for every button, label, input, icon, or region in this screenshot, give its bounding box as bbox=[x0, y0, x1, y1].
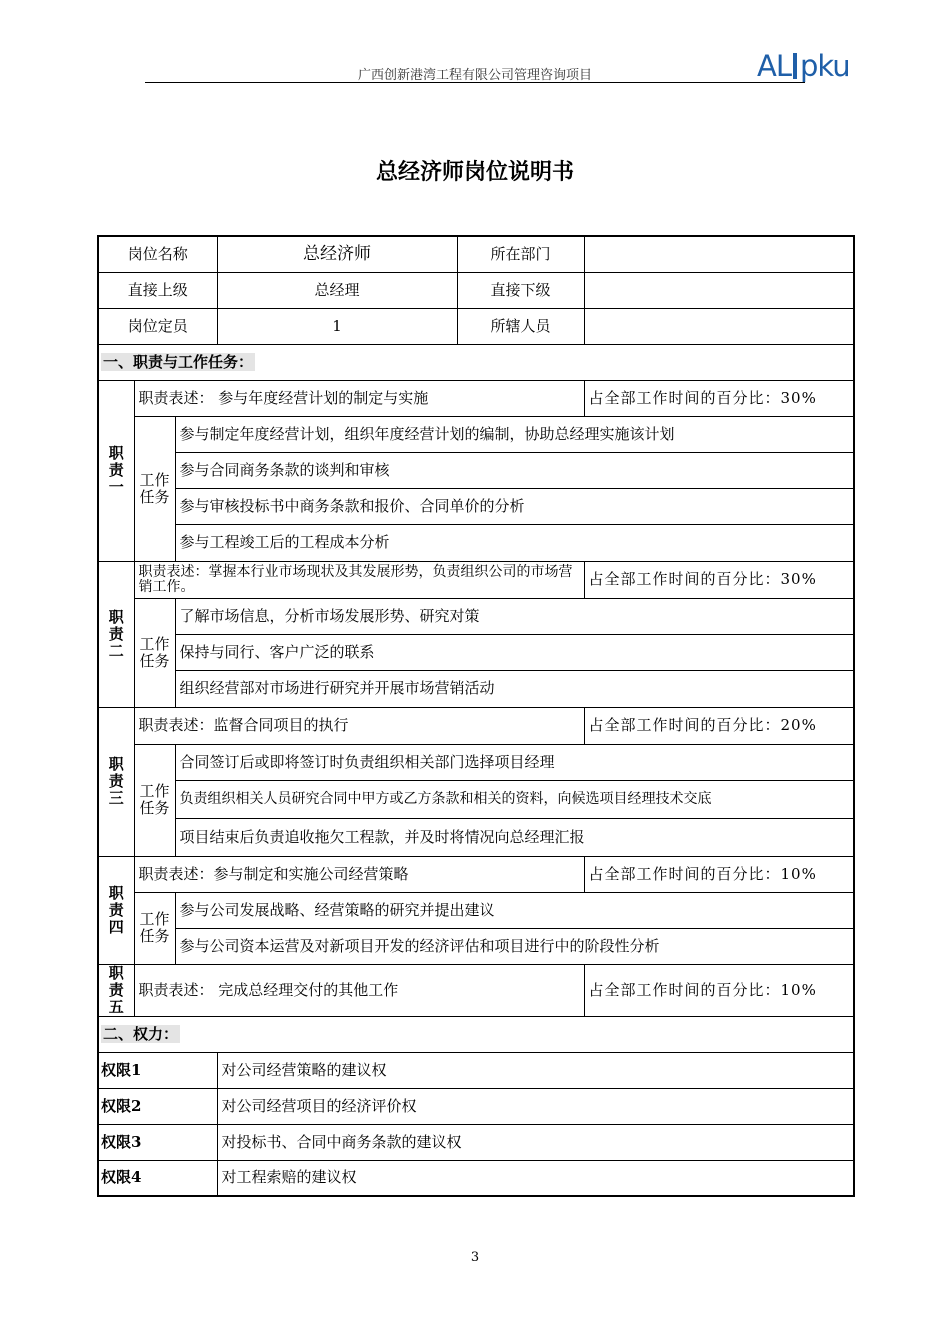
duty-row bbox=[98, 964, 854, 1016]
task-row bbox=[98, 780, 854, 818]
authority-row bbox=[98, 1124, 854, 1160]
duty-row bbox=[98, 707, 854, 744]
task-row bbox=[98, 524, 854, 561]
duty-percentage: 占全部工作时间的百分比：10% bbox=[584, 964, 854, 1016]
task-row bbox=[98, 634, 854, 670]
subordinate-label: 直接下级 bbox=[457, 272, 584, 308]
task-row bbox=[98, 488, 854, 524]
quota-label: 岗位定员 bbox=[98, 308, 217, 344]
duty-label: 职责一 bbox=[98, 380, 134, 561]
duty-description: 职责表述： 参与年度经营计划的制定与实施 bbox=[134, 380, 584, 416]
authority-row bbox=[98, 1088, 854, 1124]
page-title: 总经济师岗位说明书 bbox=[375, 160, 574, 185]
info-row bbox=[98, 272, 854, 308]
task-item: 参与合同商务条款的谈判和审核 bbox=[175, 452, 854, 488]
dept-value bbox=[584, 236, 854, 272]
section-row bbox=[98, 344, 854, 380]
authority-row bbox=[98, 1160, 854, 1196]
task-row bbox=[98, 892, 854, 928]
task-label: 工作任务 bbox=[134, 598, 175, 707]
authority-text: 对公司经营项目的经济评价权 bbox=[217, 1088, 854, 1124]
page-number: 3 bbox=[470, 1250, 480, 1265]
task-row bbox=[98, 670, 854, 707]
quota-value: 1 bbox=[217, 308, 457, 344]
task-item: 参与公司资本运营及对新项目开发的经济评估和项目进行中的阶段性分析 bbox=[175, 928, 854, 964]
job-description-table bbox=[97, 235, 855, 1197]
dept-label: 所在部门 bbox=[457, 236, 584, 272]
task-item: 保持与同行、客户广泛的联系 bbox=[175, 634, 854, 670]
task-label: 工作任务 bbox=[134, 416, 175, 561]
company-logo: AL pku bbox=[757, 49, 850, 83]
section-row bbox=[98, 1016, 854, 1052]
post-name-value: 总经济师 bbox=[217, 236, 457, 272]
authority-label: 权限2 bbox=[98, 1088, 217, 1124]
duty-description: 职责表述：监督合同项目的执行 bbox=[134, 707, 584, 744]
duty-percentage: 占全部工作时间的百分比：10% bbox=[584, 856, 854, 892]
duty-row bbox=[98, 561, 854, 598]
duty-percentage: 占全部工作时间的百分比：30% bbox=[584, 561, 854, 598]
header-divider bbox=[145, 82, 805, 83]
section-authority-heading: 二、权力： bbox=[98, 1016, 854, 1052]
task-item: 了解市场信息，分析市场发展形势、研究对策 bbox=[175, 598, 854, 634]
authority-label: 权限1 bbox=[98, 1052, 217, 1088]
duty-percentage: 占全部工作时间的百分比：30% bbox=[584, 380, 854, 416]
authority-text: 对公司经营策略的建议权 bbox=[217, 1052, 854, 1088]
task-row bbox=[98, 744, 854, 780]
task-row bbox=[98, 416, 854, 452]
staff-value bbox=[584, 308, 854, 344]
task-item: 参与工程竣工后的工程成本分析 bbox=[175, 524, 854, 561]
header-project-name: 广西创新港湾工程有限公司管理咨询项目 bbox=[357, 68, 592, 83]
post-name-label: 岗位名称 bbox=[98, 236, 217, 272]
authority-text: 对投标书、合同中商务条款的建议权 bbox=[217, 1124, 854, 1160]
duty-description: 职责表述：掌握本行业市场现状及其发展形势，负责组织公司的市场营销工作。 bbox=[134, 561, 584, 598]
task-item: 参与制定年度经营计划，组织年度经营计划的编制，协助总经理实施该计划 bbox=[175, 416, 854, 452]
authority-text: 对工程索赔的建议权 bbox=[217, 1160, 854, 1196]
superior-label: 直接上级 bbox=[98, 272, 217, 308]
task-item: 合同签订后或即将签订时负责组织相关部门选择项目经理 bbox=[175, 744, 854, 780]
authority-label: 权限3 bbox=[98, 1124, 217, 1160]
section-duties-heading: 一、职责与工作任务： bbox=[98, 344, 854, 380]
task-label: 工作任务 bbox=[134, 892, 175, 964]
task-item: 参与审核投标书中商务条款和报价、合同单价的分析 bbox=[175, 488, 854, 524]
task-item: 参与公司发展战略、经营策略的研究并提出建议 bbox=[175, 892, 854, 928]
task-row bbox=[98, 928, 854, 964]
duty-description: 职责表述：参与制定和实施公司经营策略 bbox=[134, 856, 584, 892]
duty-row bbox=[98, 856, 854, 892]
task-label: 工作任务 bbox=[134, 744, 175, 856]
duty-row bbox=[98, 380, 854, 416]
task-row bbox=[98, 818, 854, 856]
task-row bbox=[98, 598, 854, 634]
subordinate-value bbox=[584, 272, 854, 308]
task-item: 负责组织相关人员研究合同中甲方或乙方条款和相关的资料，向候选项目经理技术交底 bbox=[175, 780, 854, 818]
duty-label: 职责四 bbox=[98, 856, 134, 964]
duty-description: 职责表述： 完成总经理交付的其他工作 bbox=[134, 964, 584, 1016]
info-row bbox=[98, 236, 854, 272]
duty-label: 职责二 bbox=[98, 561, 134, 707]
duty-label: 职责五 bbox=[98, 964, 134, 1016]
duty-label: 职责三 bbox=[98, 707, 134, 856]
info-row bbox=[98, 308, 854, 344]
authority-label: 权限4 bbox=[98, 1160, 217, 1196]
task-item: 项目结束后负责追收拖欠工程款，并及时将情况向总经理汇报 bbox=[175, 818, 854, 856]
superior-value: 总经理 bbox=[217, 272, 457, 308]
duty-percentage: 占全部工作时间的百分比：20% bbox=[584, 707, 854, 744]
task-row bbox=[98, 452, 854, 488]
task-item: 组织经营部对市场进行研究并开展市场营销活动 bbox=[175, 670, 854, 707]
staff-label: 所辖人员 bbox=[457, 308, 584, 344]
authority-row bbox=[98, 1052, 854, 1088]
